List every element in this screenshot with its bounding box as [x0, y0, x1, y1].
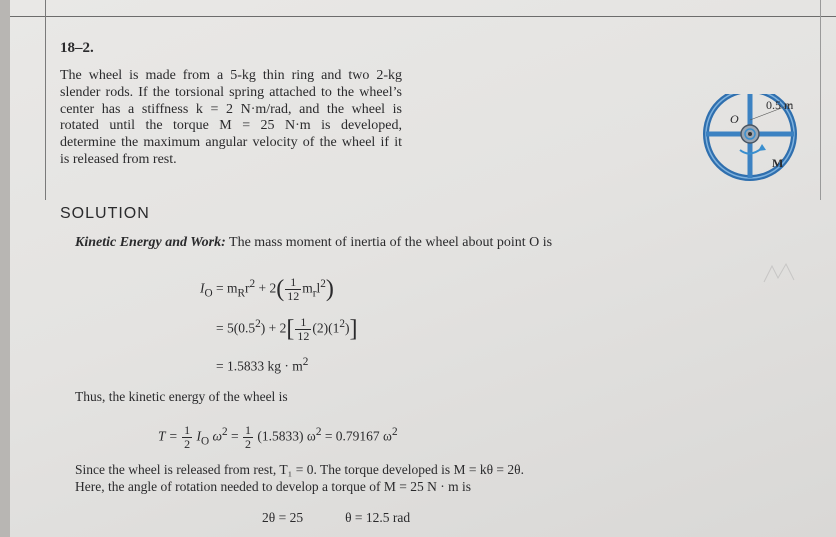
center-label: O [730, 112, 739, 126]
problem-line: slender rods. If the torsional spring attached to the wheel’s [60, 84, 402, 100]
right-rule [820, 0, 821, 200]
radius-label: 0.5 m [766, 98, 794, 112]
thus-text: Thus, the kinetic energy of the wheel is [75, 389, 288, 404]
fraction: $\frac{1}{12}$ [297, 315, 310, 343]
problem-statement [60, 68, 402, 169]
faint-mark [760, 258, 800, 288]
wheel-drawing [700, 94, 810, 214]
moment-arrowhead [758, 144, 766, 151]
inertia-substitution: = $5(0.5^2) + 2$[ $\frac{1}{12}$ $(2)(1^2)$] [216, 315, 358, 343]
moment-label: M [772, 156, 784, 170]
top-rule [10, 16, 836, 17]
angle-equation: 2θ = 25 θ = 12.5 rad [262, 510, 411, 525]
inertia-result: = 1.5833 kg · $m^2$ [216, 356, 309, 374]
inertia-equation: $I_O = m_Rr^2 + 2$( $\frac{1}{12}$ $m_rl^2$) [200, 275, 334, 303]
solution-intro: Kinetic Energy and Work: The mass moment of inertia of the wheel about point O is [75, 235, 553, 250]
angle-text: Here, the angle of rotation needed to develop a torque of M = 25 N · m is [75, 479, 471, 494]
problem-line: determine the maximum angular velocity of the wheel if it [60, 135, 402, 151]
solution-heading: SOLUTION [60, 205, 150, 222]
problem-line: is released from rest. [60, 151, 177, 167]
problem-line: rotated until the torque M = 25 N·m is developed, [60, 118, 402, 134]
problem-line: center has a stiffness k = 2 N·m/rad, and the wheel is [60, 101, 402, 117]
fraction: $\frac{1}{12}$ [287, 275, 300, 303]
fraction: $\frac{1}{2}$ [245, 423, 252, 451]
margin-rule [45, 0, 46, 200]
rest-text: Since the wheel is released from rest, T₁ = 0. The torque developed is M = kθ = 2θ. [75, 462, 525, 477]
kinetic-energy-equation: T = $\frac{1}{2}$ $I_O$ $\omega^2$ = $\frac{1}{2}$ (1.5833) $\omega^2 = 0.79167$ $\omega^2$ [158, 423, 398, 451]
problem-number: 18–2. [60, 40, 94, 56]
problem-line: The wheel is made from a 5-kg thin ring and two 2-kg [60, 68, 402, 83]
wheel-figure [700, 94, 810, 214]
fraction: $\frac{1}{2}$ [184, 423, 191, 451]
